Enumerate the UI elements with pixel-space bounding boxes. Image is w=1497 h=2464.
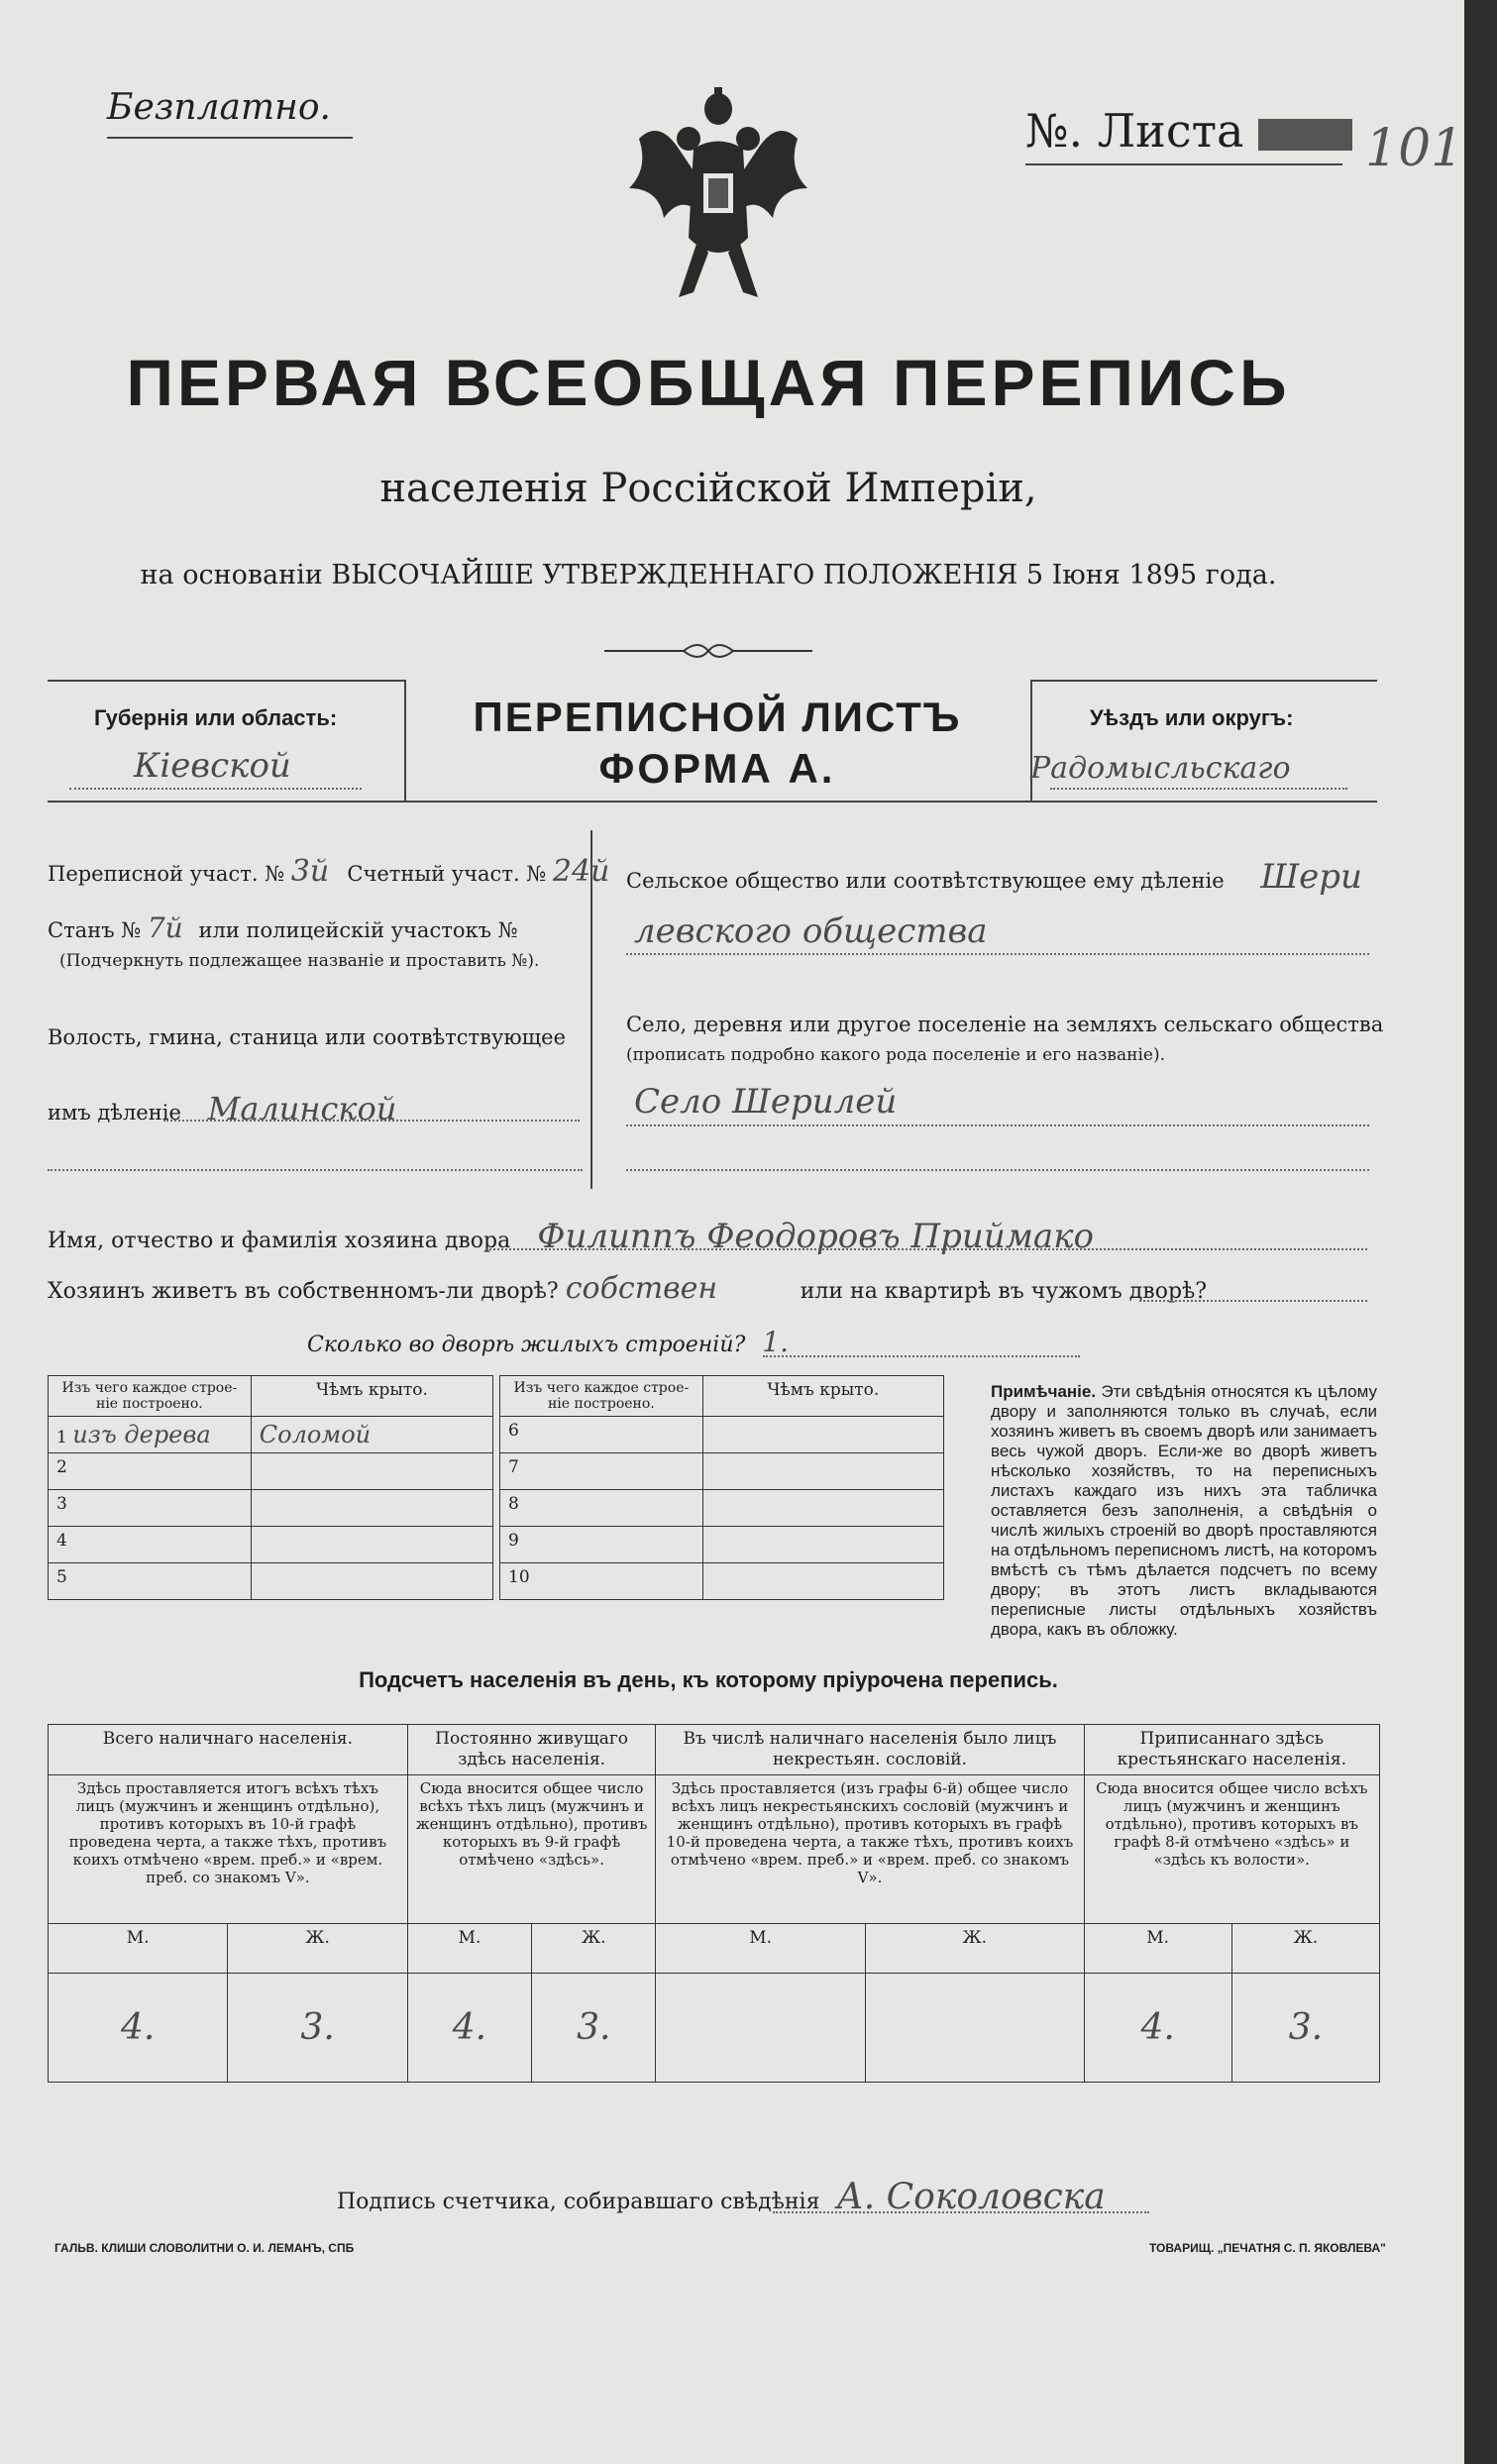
col-heading-peasant: Приписаннаго здѣсь крестьянскаго населенія. (1084, 1725, 1379, 1775)
population-table (48, 1724, 1380, 2083)
counting-district-label: Счетный участ. № (347, 862, 547, 886)
village-label: Село, деревня или другое поселеніе на земляхъ сельскаго общества (626, 1013, 1384, 1036)
scan-edge (1464, 0, 1497, 2464)
buildings-value: 1. (762, 1326, 790, 1358)
census-district-value: 3й (290, 854, 330, 889)
col-desc-total: Здѣсь проставляется итогъ всѣхъ тѣхъ лицъ (мужчинъ и женщинъ отдѣльно), противъ которыхъ въ 10-й графѣ проведена черта, а также тѣхъ, противъ коихъ отмѣчено «врем. преб.» и «врем. преб. со знакомъ V». (49, 1775, 408, 1924)
m-label: М. (49, 1924, 228, 1974)
census-district-label: Переписной участ. № (48, 862, 285, 886)
footer-right: ТОВАРИЩ. „ПЕЧАТНЯ С. П. ЯКОВЛЕВА" (1149, 2241, 1386, 2255)
owner-value: Филиппъ Феодоровъ Приймако (537, 1217, 1094, 1256)
f-label: Ж. (1231, 1924, 1379, 1974)
divider-ornament-icon (604, 639, 812, 663)
f-label: Ж. (228, 1924, 407, 1974)
col-desc-nonpeasant: Здѣсь проставляется (изъ графы 6-й) общее число всѣхъ лицъ некрестьянскихъ сословій (мужчинъ и женщинъ отдѣльно), противъ которыхъ въ графѣ 10-й проведена черта, а также тѣхъ, противъ коихъ отмѣчено «врем. преб.» и «врем. преб. со знакомъ V». (656, 1775, 1084, 1924)
signature-value: А. Соколовска (836, 2177, 1106, 2217)
society-value-1: Шери (1260, 857, 1362, 897)
material-header-2: Изъ чего каждое строе-ніе построено. (500, 1376, 703, 1417)
m-label: М. (656, 1924, 866, 1974)
footer-left: ГАЛЬВ. КЛИШИ СЛОВОЛИТНИ О. И. ЛЕМАНЪ, СПБ (54, 2241, 355, 2255)
society-label: Сельское общество или соотвѣтствующее ему дѣленіе (626, 869, 1225, 893)
roof-header-2: Чѣмъ крыто. (702, 1376, 943, 1417)
peasant-m-value: 4. (1084, 1974, 1231, 2083)
buildings-label: Сколько во дворѣ жилыхъ строеній? (307, 1333, 746, 1357)
form-label: ФОРМА А. (598, 745, 836, 792)
table-row: 3 8 (49, 1490, 944, 1527)
table-row: 1 изъ дерева Соломой 6 (49, 1417, 944, 1453)
roof-value: Соломой (251, 1417, 492, 1453)
total-f-value: 3. (228, 1974, 407, 2083)
page-subtitle: населенія Россійской Имперіи, (379, 466, 1037, 511)
village-note: (прописать подробно какого рода поселеніе и его названіе). (626, 1045, 1165, 1065)
m-label: М. (407, 1924, 531, 1974)
owner-label: Имя, отчество и фамилія хозяина двора (48, 1229, 511, 1253)
col-heading-nonpeasant: Въ числѣ наличнаго населенія было лицъ некрестьян. сословій. (656, 1725, 1084, 1775)
col-desc-peasant: Сюда вносится общее число всѣхъ лицъ (мужчинъ и женщинъ отдѣльно), противъ которыхъ въ графѣ 8-й отмѣчено «здѣсь» и «здѣсь къ волости». (1084, 1775, 1379, 1924)
total-m-value: 4. (49, 1974, 228, 2083)
volost-label-2: имъ дѣленіе (48, 1101, 181, 1125)
underline-note: (Подчеркнуть подлежащее названіе и проставить №). (59, 951, 540, 971)
population-title: Подсчетъ населенія въ день, къ которому пріурочена перепись. (359, 1667, 1058, 1692)
sheet-number-written: 101 (1365, 119, 1464, 178)
sheet-number-label: №. Листа (1025, 104, 1244, 158)
material-header: Изъ чего каждое строе-ніе построено. (49, 1376, 252, 1417)
nonpeasant-m-value (656, 1974, 866, 2083)
volost-value: Малинской (207, 1090, 397, 1127)
nonpeasant-f-value (865, 1974, 1084, 2083)
table-row: 5 10 (49, 1563, 944, 1600)
signature-label: Подпись счетчика, собиравшаго свѣдѣнія (337, 2190, 820, 2214)
f-label: Ж. (865, 1924, 1084, 1974)
village-value: Село Шерилей (634, 1082, 898, 1122)
col-heading-permanent: Постоянно живущаго здѣсь населенія. (407, 1725, 656, 1775)
stan-value: 7й (147, 911, 183, 944)
free-label: Безплатно. (107, 87, 331, 128)
page-title: ПЕРВАЯ ВСЕОБЩАЯ ПЕРЕПИСЬ (126, 346, 1291, 419)
col-heading-total: Всего наличнаго населенія. (49, 1725, 408, 1775)
col-desc-permanent: Сюда вносится общее число всѣхъ тѣхъ лицъ (мужчинъ и женщинъ отдѣльно), противъ которыхъ въ 9-й графѣ отмѣчено «здѣсь». (407, 1775, 656, 1924)
basis-text: на основаніи ВЫСОЧАЙШЕ УТВЕРЖДЕННАГО ПОЛОЖЕНІЯ 5 Іюня 1895 года. (140, 560, 1277, 590)
uezd-label: Уѣздъ или округъ: (1090, 705, 1294, 730)
material-value: изъ дерева (72, 1421, 211, 1448)
m-label: М. (1084, 1924, 1231, 1974)
peasant-f-value: 3. (1231, 1974, 1379, 2083)
form-title: ПЕРЕПИСНОЙ ЛИСТЪ (473, 694, 962, 740)
stan-label: Станъ № (48, 918, 142, 942)
society-value-2: левского общества (634, 911, 988, 951)
apartment-label: или на квартирѣ въ чужомъ дворѣ? (800, 1279, 1208, 1304)
permanent-f-value: 3. (532, 1974, 656, 2083)
police-label: или полицейскій участокъ № (198, 918, 518, 942)
permanent-m-value: 4. (407, 1974, 531, 2083)
guberniya-value: Кіевской (134, 746, 291, 786)
sheet-number-box (1258, 119, 1352, 151)
roof-header: Чѣмъ крыто. (251, 1376, 492, 1417)
guberniya-label: Губернія или область: (94, 705, 338, 730)
counting-district-value: 24й (552, 854, 610, 889)
f-label: Ж. (532, 1924, 656, 1974)
volost-label: Волость, гмина, станица или соотвѣтствующее (48, 1025, 567, 1049)
note-text: Эти свѣдѣнія относятся къ цѣлому двору и заполняются только въ случаѣ, если хозяинъ живетъ въ своемъ дворѣ или занимаетъ весь чужой дворъ. Если-же во дворѣ живетъ нѣсколько хозяйствъ, то на переписныхъ листахъ каждаго изъ нихъ эта табличка оставляется безъ заполненія, а свѣдѣнія о числѣ жилыхъ строеній во дворѣ проставляются на отдѣльномъ переписномъ листѣ, на которомъ вмѣстѣ съ тѣмъ дѣлается подсчетъ по всему двору; въ этотъ листъ вкладываются переписные листы отдѣльныхъ хозяйствъ двора, какъ въ обложку. (991, 1382, 1377, 1639)
uezd-value: Радомысльскаго (1030, 751, 1291, 786)
owner-lives-label: Хозяинъ живетъ въ собственномъ-ли дворѣ? (48, 1279, 559, 1304)
note-block (991, 1382, 1377, 1640)
note-label: Примѣчаніе. (991, 1382, 1097, 1401)
table-row: 2 7 (49, 1453, 944, 1490)
buildings-table (48, 1375, 944, 1600)
imperial-eagle-icon (619, 79, 817, 317)
table-row: 4 9 (49, 1527, 944, 1563)
owner-lives-value: собствен (565, 1271, 718, 1306)
